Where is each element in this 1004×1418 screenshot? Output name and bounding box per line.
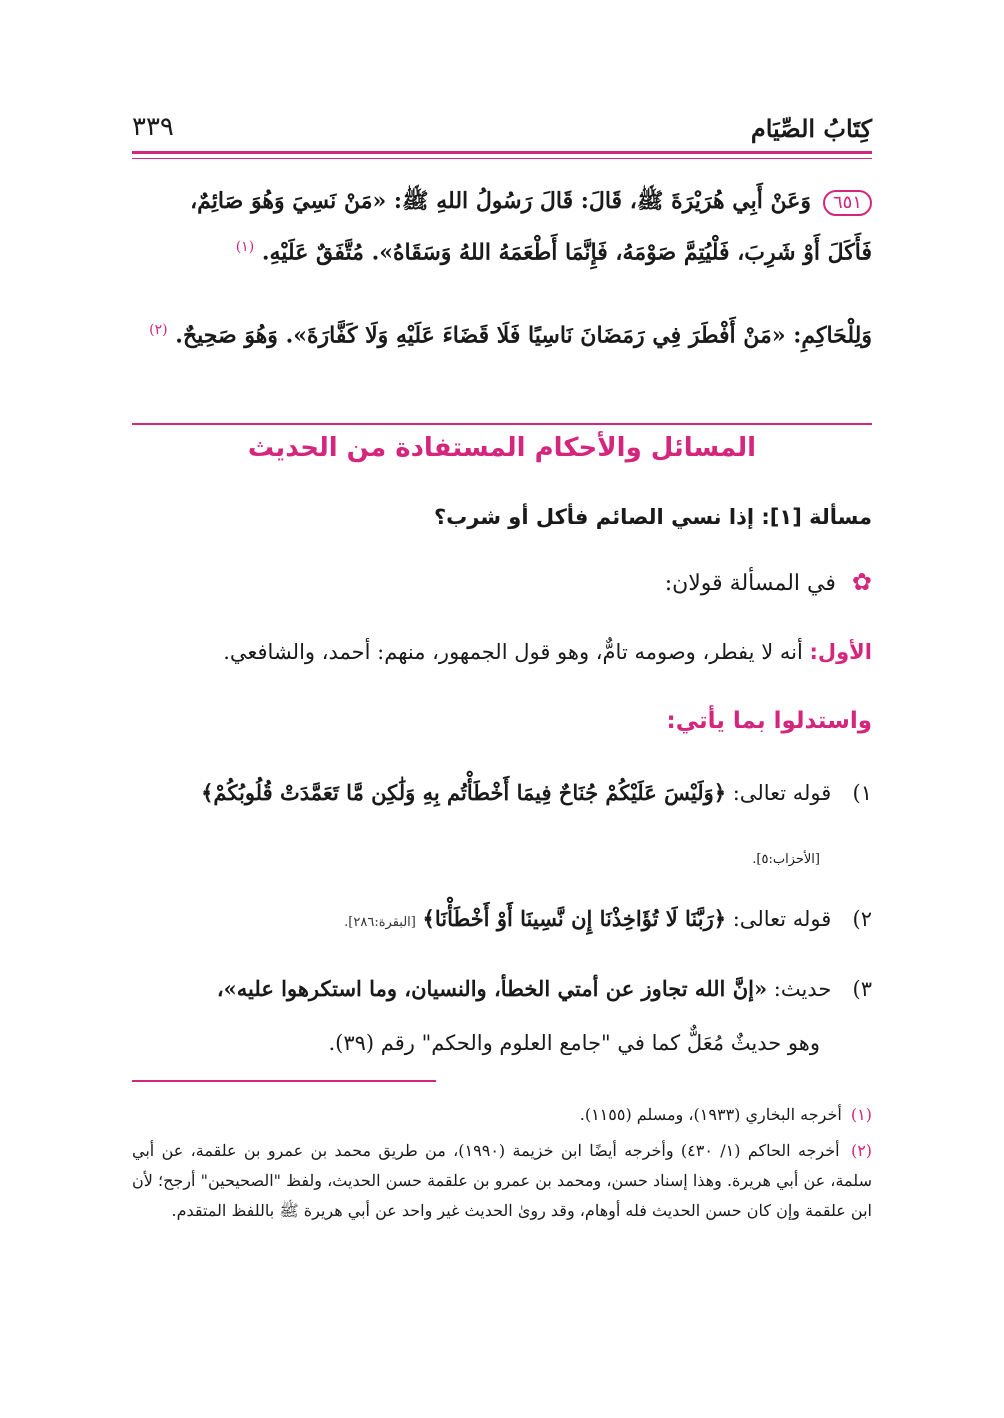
- page-header: [132, 112, 872, 146]
- footnote-number: (٢): [850, 1141, 873, 1160]
- first-opinion-label: الأول:: [809, 640, 872, 664]
- page: [132, 0, 872, 1418]
- hadith-number: ٦٥١: [823, 190, 872, 216]
- masala-question: إذا نسي الصائم فأكل أو شرب؟: [433, 505, 755, 529]
- evidence-number: ١): [852, 781, 872, 805]
- footnote-1: [132, 1100, 872, 1130]
- footnote-ref-2[interactable]: (٢): [149, 322, 168, 338]
- first-opinion: [223, 640, 872, 664]
- evidence-hadith-grading: وهو حديثٌ مُعَلٌّ كما في "جامع العلوم والحكم" رقم (٣٩).: [328, 1031, 820, 1055]
- evidence-item-2: [132, 906, 872, 931]
- hadith-line-2-text: فَأَكَلَ أَوْ شَرِبَ، فَلْيُتِمَّ صَوْمَهُ، فَإِنَّمَا أَطْعَمَهُ اللهُ وَسَقَاهُ». مُتَّفَقٌ عَلَيْهِ.: [261, 239, 872, 266]
- hakim-narration: [132, 304, 872, 361]
- footnote-divider: [132, 1080, 436, 1082]
- evidence-heading: واستدلوا بما يأتي:: [666, 708, 872, 734]
- book-title: كِتَابُ الصِّيَام: [750, 114, 872, 143]
- footnote-text: أخرجه البخاري (١٩٣٣)، ومسلم (١١٥٥).: [579, 1105, 842, 1124]
- header-rule-thick: [132, 151, 872, 154]
- footnote-ref-1[interactable]: (١): [235, 239, 255, 255]
- evidence-intro: قوله تعالى:: [732, 907, 832, 931]
- evidence-item-3: [132, 962, 872, 1070]
- opinions-intro: [665, 568, 872, 596]
- hadith-line-1: [132, 178, 872, 224]
- evidence-number: ٢): [852, 907, 872, 931]
- masala-label: مسألة [١]:: [761, 505, 872, 529]
- header-rule-thin: [132, 158, 872, 159]
- hadith-line-2: [132, 224, 872, 275]
- evidence-intro: حديث:: [773, 977, 832, 1001]
- footnote-2: [132, 1136, 872, 1226]
- footnote-text: أخرجه الحاكم (١/ ٤٣٠) وأخرجه أيضًا ابن خزيمة (١٩٩٠)، من طريق محمد بن عمرو بن علقمة، عن أبي سلمة، عن أبي هريرة. وهذا إسناد حسن، ومحمد بن عمرو بن علقمة حسن الحديث، ولفظ "الصحيحين" أرجح؛ لأن ابن علقمة وإن كان حسن الحديث فله أوهام، وقد روىٰ الحديث غير واحد عن أبي هريرة ﷺ باللفظ المتقدم.: [132, 1141, 872, 1220]
- hakim-text: وَلِلْحَاكِمِ: «مَنْ أَفْطَرَ فِي رَمَضَانَ نَاسِيًا فَلَا قَضَاءَ عَلَيْهِ وَلَا كَفَّارَةَ». وَهُوَ صَحِيحٌ.: [175, 322, 872, 349]
- section-title: المسائل والأحكام المستفادة من الحديث: [247, 433, 757, 463]
- quran-verse: ﴿وَلَيْسَ عَلَيْكُمْ جُنَاحٌ فِيمَا أَخْطَأْتُم بِهِ وَلَٰكِن مَّا تَعَمَّدَتْ قُلُوبُكُمْ﴾: [201, 780, 727, 805]
- page-number: ٣٣٩: [132, 112, 174, 142]
- evidence-hadith: «إنَّ الله تجاوز عن أمتي الخطأ، والنسيان، وما استكرهوا عليه»،: [216, 976, 768, 1001]
- flower-ornament-icon: ✿: [851, 568, 872, 596]
- evidence-number: ٣): [852, 977, 872, 1001]
- verse-reference-1: [الأحزاب:٥].: [752, 852, 820, 867]
- masala-heading: [434, 505, 872, 529]
- section-divider: [132, 423, 872, 425]
- verse-reference-2: [البقرة:٢٨٦].: [344, 915, 416, 930]
- evidence-item-1: [132, 780, 872, 805]
- first-opinion-text: أنه لا يفطر، وصومه تامٌّ، وهو قول الجمهور، منهم: أحمد، والشافعي.: [223, 640, 803, 664]
- hadith-line-1-text: وَعَنْ أَبِي هُرَيْرَةَ ﷺ، قَالَ: قَالَ رَسُولُ اللهِ ﷺ: «مَنْ نَسِيَ وَهُوَ صَائِمٌ،: [190, 188, 811, 214]
- evidence-intro: قوله تعالى:: [732, 781, 832, 805]
- footnote-number: (١): [850, 1105, 872, 1124]
- quran-verse: ﴿رَبَّنَا لَا تُؤَاخِذْنَا إِن نَّسِينَا أَوْ أَخْطَأْنَا﴾: [422, 906, 727, 931]
- opinions-intro-text: في المسألة قولان:: [664, 571, 836, 596]
- footnotes: [132, 1100, 872, 1232]
- hadith-text: [132, 178, 872, 275]
